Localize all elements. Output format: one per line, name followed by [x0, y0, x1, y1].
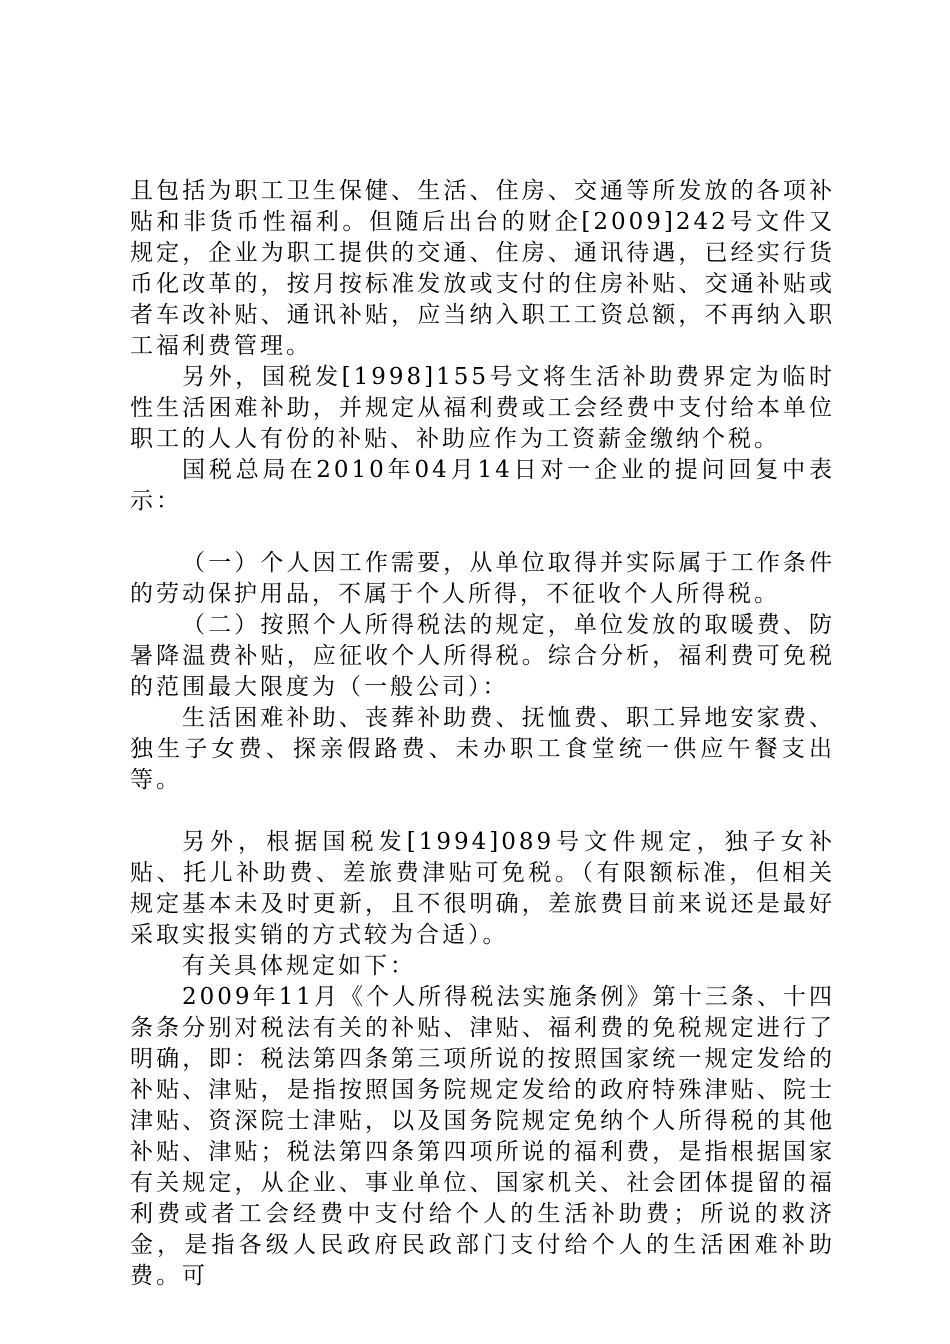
paragraph-implementation-regulation: 2009年11月《个人所得税法实施条例》第十三条、十四条条分别对税法有关的补贴、津贴、福利费的免税规定进行了明确，即：税法第四条第三项所说的按照国家统一规定发给的补贴、津贴，是指按照国务院规定发给的政府特殊津贴、院士津贴、资深院士津贴，以及国务院规定免纳个人所得税的其他补贴、津贴；税法第四条第四项所说的福利费，是指根据国家有关规定，从企业、事业单位、国家机关、社会团体提留的福利费或者工会经费中支付给个人的生活补助费；所说的救济金，是指各级人民政府民政部门支付给个人的生活困难补助费。可	[130, 984, 835, 1289]
spacer	[130, 517, 835, 548]
spacer	[130, 796, 835, 827]
paragraph-guoshuifa-1994: 另外，根据国税发[1994]089号文件规定，独子女补贴、托儿补助费、差旅费津贴可免税。（有限额标准，但相关规定基本未及时更新，且不很明确，差旅费目前来说还是最好采取实报实销的方式较为合适）。	[130, 829, 835, 948]
paragraph-exempt-list: 生活困难补助、丧葬补助费、抚恤费、职工异地安家费、独生子女费、探亲假路费、未办职工食堂统一供应午餐支出等。	[130, 705, 835, 793]
document-page	[130, 176, 835, 1292]
paragraph-item-two: （二）按照个人所得税法的规定，单位发放的取暖费、防暑降温费补贴，应征收个人所得税。综合分析，福利费可免税的范围最大限度为（一般公司）：	[130, 612, 835, 700]
paragraph-item-one: （一）个人因工作需要，从单位取得并实际属于工作条件的劳动保护用品，不属于个人所得，不征收个人所得税。	[130, 550, 835, 607]
paragraph-reply-intro: 国税总局在2010年04月14日对一企业的提问回复中表示：	[130, 457, 835, 514]
paragraph-specific-rules-heading: 有关具体规定如下：	[182, 953, 416, 979]
paragraph-welfare-scope: 且包括为职工卫生保健、生活、住房、交通等所发放的各项补贴和非货币性福利。但随后出台的财企[2009]242号文件又规定，企业为职工提供的交通、住房、通讯待遇，已经实行货币化改革的，按月按标准发放或支付的住房补贴、交通补贴或者车改补贴、通讯补贴，应当纳入职工工资总额，不再纳入职工福利费管理。	[130, 178, 835, 359]
paragraph-guoshuifa-1998: 另外，国税发[1998]155号文将生活补助费界定为临时性生活困难补助，并规定从福利费或工会经费中支付给本单位职工的人人有份的补贴、补助应作为工资薪金缴纳个税。	[130, 364, 835, 452]
